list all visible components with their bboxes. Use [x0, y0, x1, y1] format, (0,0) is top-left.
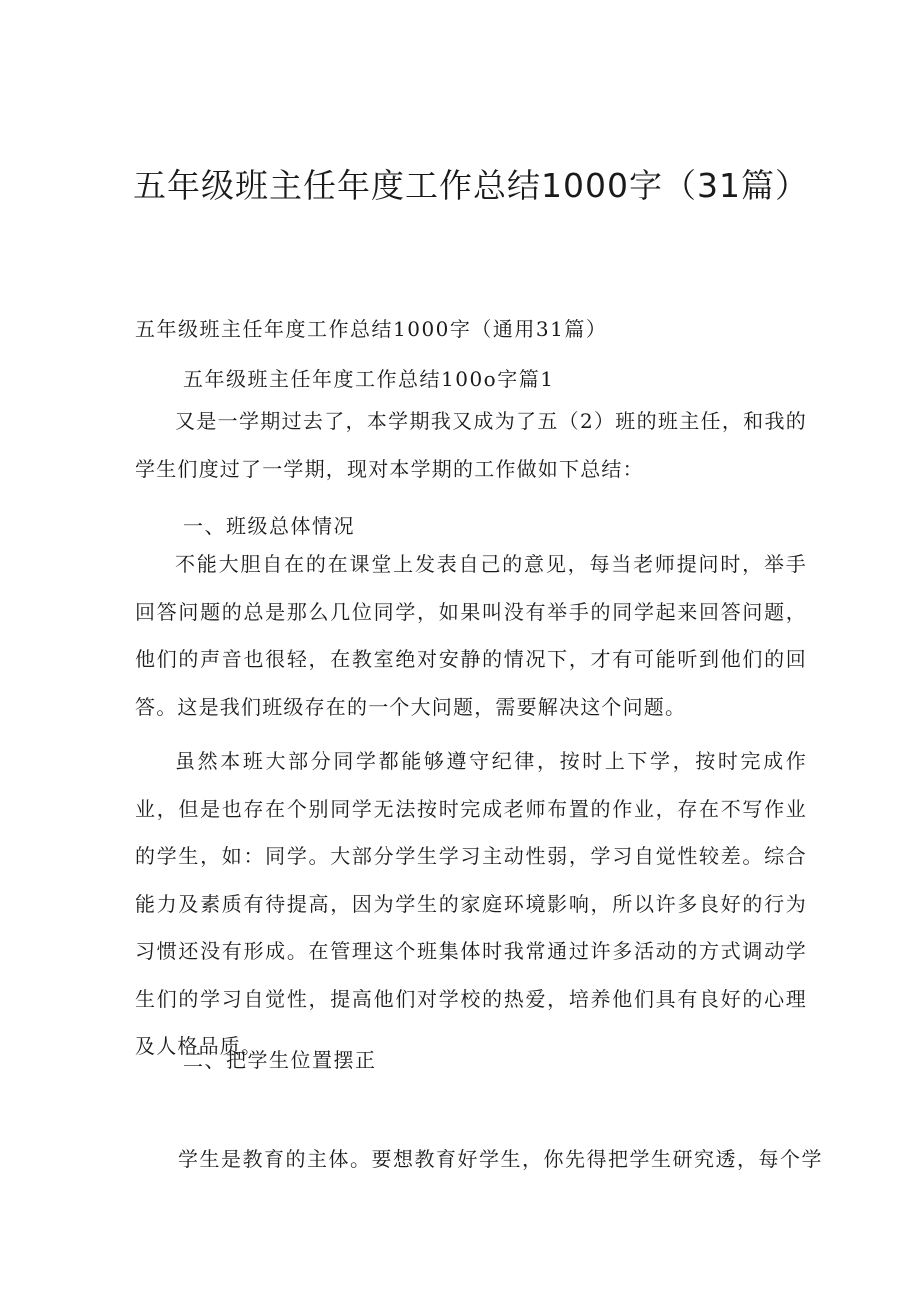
paragraph-discipline: 虽然本班大部分同学都能够遵守纪律，按时上下学，按时完成作业，但是也存在个别同学无法按时完成老师布置的作业，存在不写作业的学生，如：同学。大部分学生学习主动性弱，学习自觉性较差。综合能力及素质有待提高，因为学生的家庭环境影响，所以许多良好的行为习惯还没有形成。在管理这个班集体时我常通过许多活动的方式调动学生们的学习自觉性，提高他们对学校的热爱，培养他们具有良好的心理及人格品质。 [135, 749, 807, 1058]
section-heading-1: 一、班级总体情况 [183, 514, 355, 538]
paragraph-intro: 又是一学期过去了，本学期我又成为了五（2）班的班主任，和我的学生们度过了一学期，现对本学期的工作做如下总结： [135, 409, 807, 481]
document-subtitle: 五年级班主任年度工作总结1000字（通用31篇） [135, 317, 608, 341]
section-heading-2: 二、把学生位置摆正 [183, 1048, 377, 1072]
article-heading: 五年级班主任年度工作总结100o字篇1 [183, 367, 555, 391]
paragraph-class-situation: 不能大胆自在的在课堂上发表自己的意见，每当老师提问时，举手回答问题的总是那么几位同学，如果叫没有举手的同学起来回答问题，他们的声音也很轻，在教室绝对安静的情况下，才有可能听到他们的回答。这是我们班级存在的一个大问题，需要解决这个问题。 [135, 552, 807, 719]
document-title: 五年级班主任年度工作总结1000字（31篇） [133, 166, 809, 205]
paragraph-students-subject: 学生是教育的主体。要想教育好学生，你先得把学生研究透，每个学 [178, 1147, 823, 1171]
